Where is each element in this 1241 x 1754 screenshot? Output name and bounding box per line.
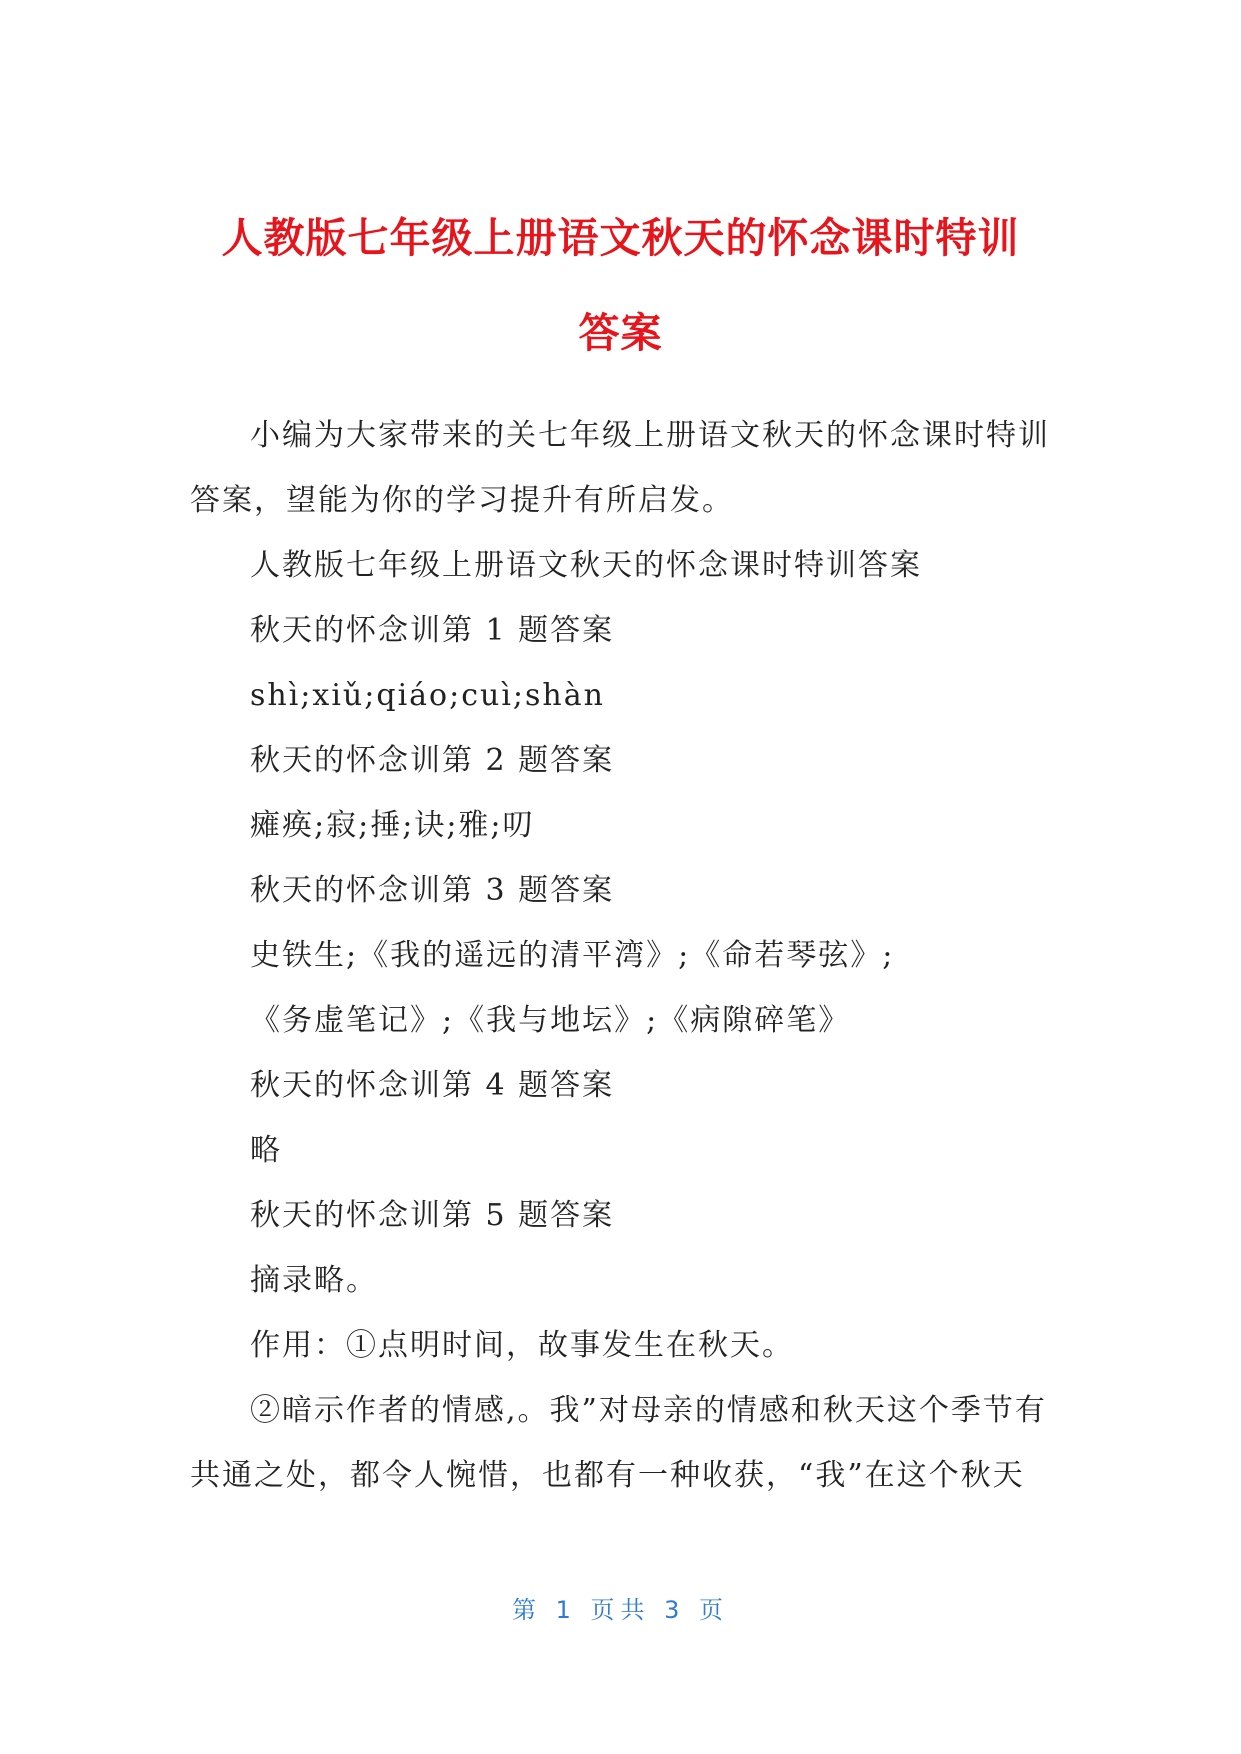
- question-3-answer-line2: 《务虚笔记》;《我与地坛》;《病隙碎笔》: [250, 1003, 851, 1038]
- question-2-answer: 瘫痪;寂;捶;诀;雅;叨: [250, 808, 535, 843]
- subtitle-line: 人教版七年级上册语文秋天的怀念课时特训答案: [250, 548, 922, 583]
- question-5-heading: 秋天的怀念训第 5 题答案: [250, 1198, 615, 1233]
- question-4-answer: 略: [250, 1133, 282, 1168]
- question-5-answer-function-1: 作用：①点明时间，故事发生在秋天。: [250, 1328, 794, 1363]
- question-5-answer-function-2: ②暗示作者的情感,。我”对母亲的情感和秋天这个季节有共通之处，都令人惋惜，也都有一种收获，“我”在这个秋天: [190, 1393, 1047, 1493]
- question-3-answer-line1: 史铁生;《我的遥远的清平湾》;《命若琴弦》;: [250, 938, 895, 973]
- question-1-heading: 秋天的怀念训第 1 题答案: [250, 613, 615, 648]
- document-title-line1: 人教版七年级上册语文秋天的怀念课时特训: [221, 214, 1020, 262]
- document-title-line2: 答案: [578, 309, 663, 357]
- question-3-heading: 秋天的怀念训第 3 题答案: [250, 873, 615, 908]
- page-footer: 第 1 页共 3 页: [511, 1596, 730, 1624]
- intro-paragraph: 小编为大家带来的关七年级上册语文秋天的怀念课时特训答案，望能为你的学习提升有所启发。: [190, 418, 1050, 518]
- question-2-heading: 秋天的怀念训第 2 题答案: [250, 743, 615, 778]
- question-5-answer-excerpt: 摘录略。: [250, 1263, 378, 1298]
- document-body: [190, 403, 1051, 1508]
- question-4-heading: 秋天的怀念训第 4 题答案: [250, 1068, 615, 1103]
- question-1-answer: shì;xiǔ;qiáo;cuì;shàn: [250, 678, 605, 713]
